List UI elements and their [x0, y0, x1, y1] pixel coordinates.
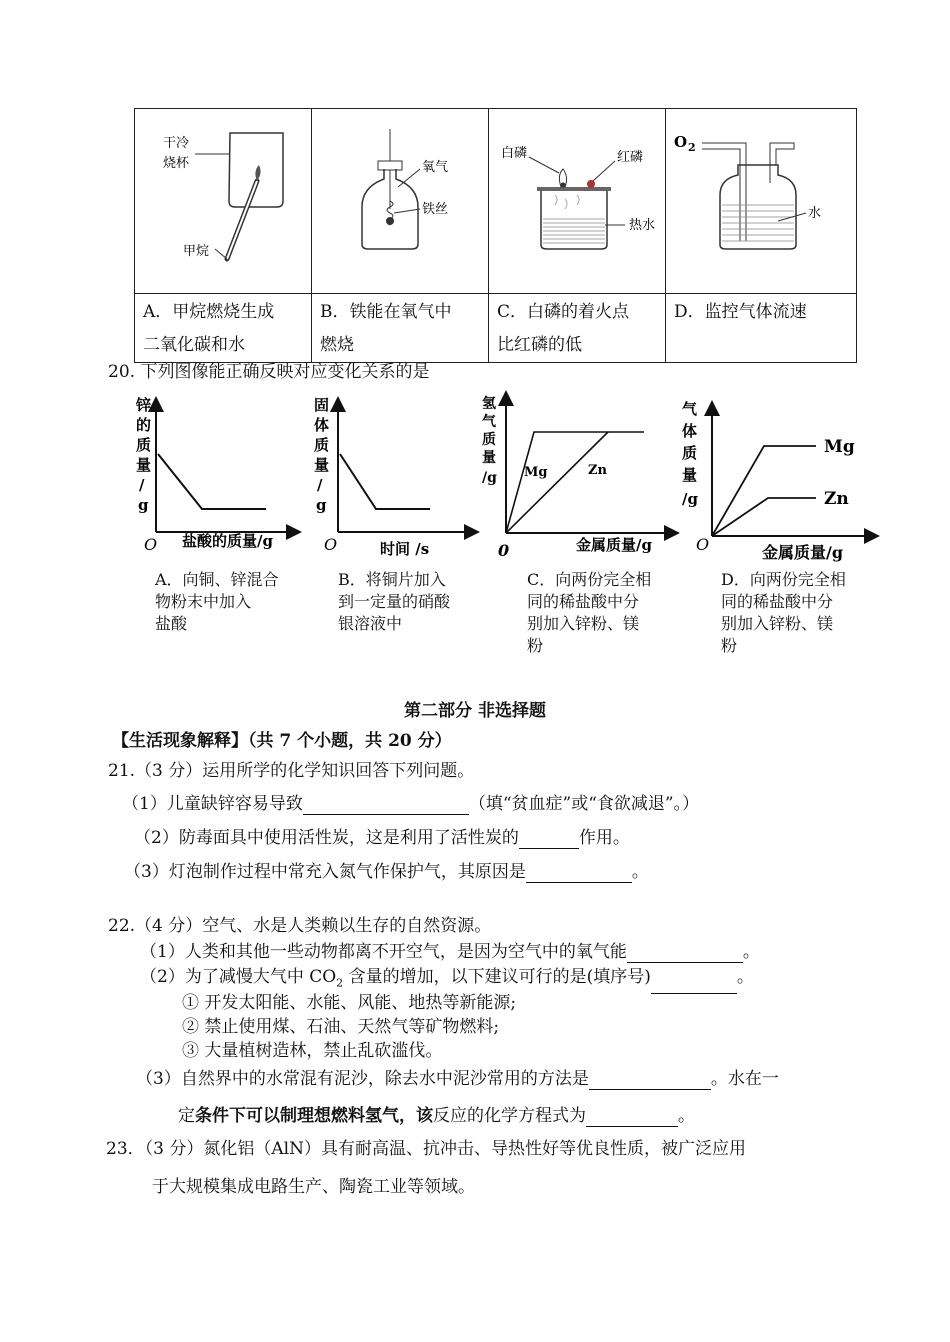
svg-text:质: 质: [682, 444, 698, 462]
question-22-part-3-continued: 定条件下可以制理想燃料氢气，该反应的化学方程式为 。: [178, 1106, 695, 1126]
phosphorus-ignition-figure: [489, 109, 665, 289]
graph-d-caption: D．向两份完全相 同的稀盐酸中分 别加入锌粉、镁 粉: [721, 570, 846, 655]
graph-c-origin: 0: [498, 541, 510, 560]
svg-text:量: 量: [136, 456, 152, 474]
graph-c-mg-label: Mg: [524, 465, 548, 480]
graph-d-xlabel: 金属质量/g: [762, 543, 844, 562]
svg-text:质: 质: [136, 436, 152, 454]
svg-text:质: 质: [482, 432, 496, 448]
svg-text:g: g: [138, 496, 149, 514]
question-22-option-3: ③ 大量植树造林，禁止乱砍滥伐。: [182, 1041, 443, 1061]
svg-text:锌: 锌: [136, 396, 152, 414]
svg-text:气: 气: [482, 414, 496, 430]
part-2-title: 第二部分 非选择题: [404, 701, 546, 721]
question-22-part-3: （3）自然界中的水常混有泥沙，除去水中泥沙常用的方法是 。水在一: [136, 1069, 779, 1089]
svg-text:固: 固: [314, 396, 330, 414]
svg-text:量: 量: [482, 450, 496, 466]
label-hot-water: 热水: [629, 218, 656, 233]
svg-text:/g: /g: [682, 490, 698, 508]
graph-d-zn-label: Zn: [824, 489, 849, 509]
graph-c-mg-line: [506, 432, 644, 533]
question-21-part-3: （3）灯泡制作过程中常充入氮气作保护气，其原因是 。: [124, 862, 649, 882]
svg-text:g: g: [316, 496, 327, 514]
graph-c-xlabel: 金属质量/g: [576, 536, 652, 554]
graph-a-xlabel: 盐酸的质量/g: [182, 532, 273, 550]
label-o2-sub: 2: [688, 141, 696, 154]
label-dry-cold: 干冷: [163, 136, 190, 151]
methane-combustion-figure: [135, 109, 311, 289]
question-20-stem: 20. 下列图像能正确反映对应变化关系的是: [108, 362, 430, 382]
experiment-table: [134, 108, 857, 363]
question-21-stem: 21.（3 分）运用所学的化学知识回答下列问题。: [108, 761, 475, 781]
answer-blank[interactable]: [519, 830, 579, 849]
graph-c-caption: C．向两份完全相 同的稀盐酸中分 别加入锌粉、镁 粉: [527, 570, 652, 655]
graph-b-origin: O: [324, 535, 338, 554]
graph-a-line: [158, 454, 266, 509]
answer-blank[interactable]: [589, 1071, 711, 1090]
graph-d-ylabel: [682, 400, 698, 508]
graph-a: [130, 392, 310, 562]
svg-text:/: /: [317, 476, 323, 494]
question-21-part-2: （2）防毒面具中使用活性炭，这是利用了活性炭的 作用。: [134, 828, 630, 848]
option-c: C．白磷的着火点 比红磷的低: [489, 294, 666, 363]
graph-d-origin: O: [696, 535, 710, 554]
label-beaker: 烧杯: [163, 156, 190, 171]
svg-text:/g: /g: [482, 470, 497, 486]
gas-washing-bottle-figure: [666, 109, 856, 289]
question-22-stem: 22.（4 分）空气、水是人类赖以生存的自然资源。: [108, 916, 492, 936]
image-cell-c: [489, 109, 666, 294]
image-cell-a: [135, 109, 312, 294]
answer-blank[interactable]: [303, 796, 469, 815]
label-o2: O: [674, 133, 688, 151]
answer-blank[interactable]: [526, 864, 632, 883]
label-iron-wire: 铁丝: [422, 202, 449, 217]
option-b: B．铁能在氧气中 燃烧: [312, 294, 489, 363]
question-22-part-2: （2）为了减慢大气中 $CO_2$ 含量的增加，以下建议可行的是(填序号) 。: [140, 966, 754, 994]
graph-d-mg-label: Mg: [824, 437, 855, 457]
graph-c: [480, 388, 680, 563]
image-cell-b: [312, 109, 489, 294]
svg-text:/: /: [139, 476, 145, 494]
question-21-part-1: （1）儿童缺锌容易导致 （填“贫血症”或“食欲减退”。）: [122, 794, 700, 814]
graph-b: [310, 392, 490, 562]
graph-b-caption: B．将铜片加入 到一定量的硝酸 银溶液中: [338, 570, 451, 633]
svg-text:气: 气: [682, 400, 698, 418]
svg-text:体: 体: [682, 422, 698, 440]
option-a: A．甲烷燃烧生成 二氧化碳和水: [135, 294, 312, 363]
graph-a-origin: O: [144, 535, 158, 554]
graph-c-zn-line: [506, 432, 608, 533]
graph-b-xlabel: 时间 /s: [380, 540, 430, 558]
svg-text:质: 质: [314, 436, 330, 454]
graph-d-mg-line: [712, 446, 816, 536]
question-22-option-2: ② 禁止使用煤、石油、天然气等矿物燃料;: [182, 1017, 500, 1037]
svg-text:量: 量: [682, 466, 698, 484]
graph-c-zn-label: Zn: [588, 463, 607, 478]
question-23-line-2: 于大规模集成电路生产、陶瓷工业等领域。: [152, 1177, 475, 1197]
label-water: 水: [808, 206, 822, 221]
answer-blank[interactable]: [586, 1108, 678, 1127]
image-cell-d: [666, 109, 857, 294]
iron-burning-figure: [312, 109, 488, 289]
label-white-phosphorus: 白磷: [501, 146, 528, 161]
graph-b-ylabel: [314, 396, 329, 514]
svg-text:氢: 氢: [482, 396, 496, 412]
label-methane: 甲烷: [183, 244, 210, 259]
question-23-line-1: 23．（3 分）氮化铝（AlN）具有耐高温、抗冲击、导热性好等优良性质，被广泛应用: [106, 1139, 746, 1159]
section-heading: 【生活现象解释】（共 7 个小题，共 20 分）: [112, 731, 452, 751]
svg-text:体: 体: [314, 416, 330, 434]
answer-blank[interactable]: [627, 944, 743, 963]
graph-c-ylabel: [482, 395, 497, 486]
answer-blank[interactable]: [651, 975, 737, 994]
svg-text:量: 量: [314, 456, 330, 474]
graph-a-ylabel: [135, 396, 151, 514]
graph-b-line: [340, 454, 430, 509]
label-red-phosphorus: 红磷: [617, 150, 644, 165]
svg-text:的: 的: [136, 416, 152, 434]
question-22-part-1: （1）人类和其他一些动物都离不开空气，是因为空气中的氧气能 。: [140, 942, 760, 962]
option-d: D．监控气体流速: [666, 294, 857, 363]
label-oxygen: 氧气: [422, 160, 449, 175]
graph-a-caption: A．向铜、锌混合 物粉末中加入 盐酸: [155, 570, 279, 633]
graph-d-zn-line: [712, 498, 816, 536]
question-22-option-1: ① 开发太阳能、水能、风能、地热等新能源;: [182, 993, 517, 1013]
graph-d: [680, 392, 880, 564]
